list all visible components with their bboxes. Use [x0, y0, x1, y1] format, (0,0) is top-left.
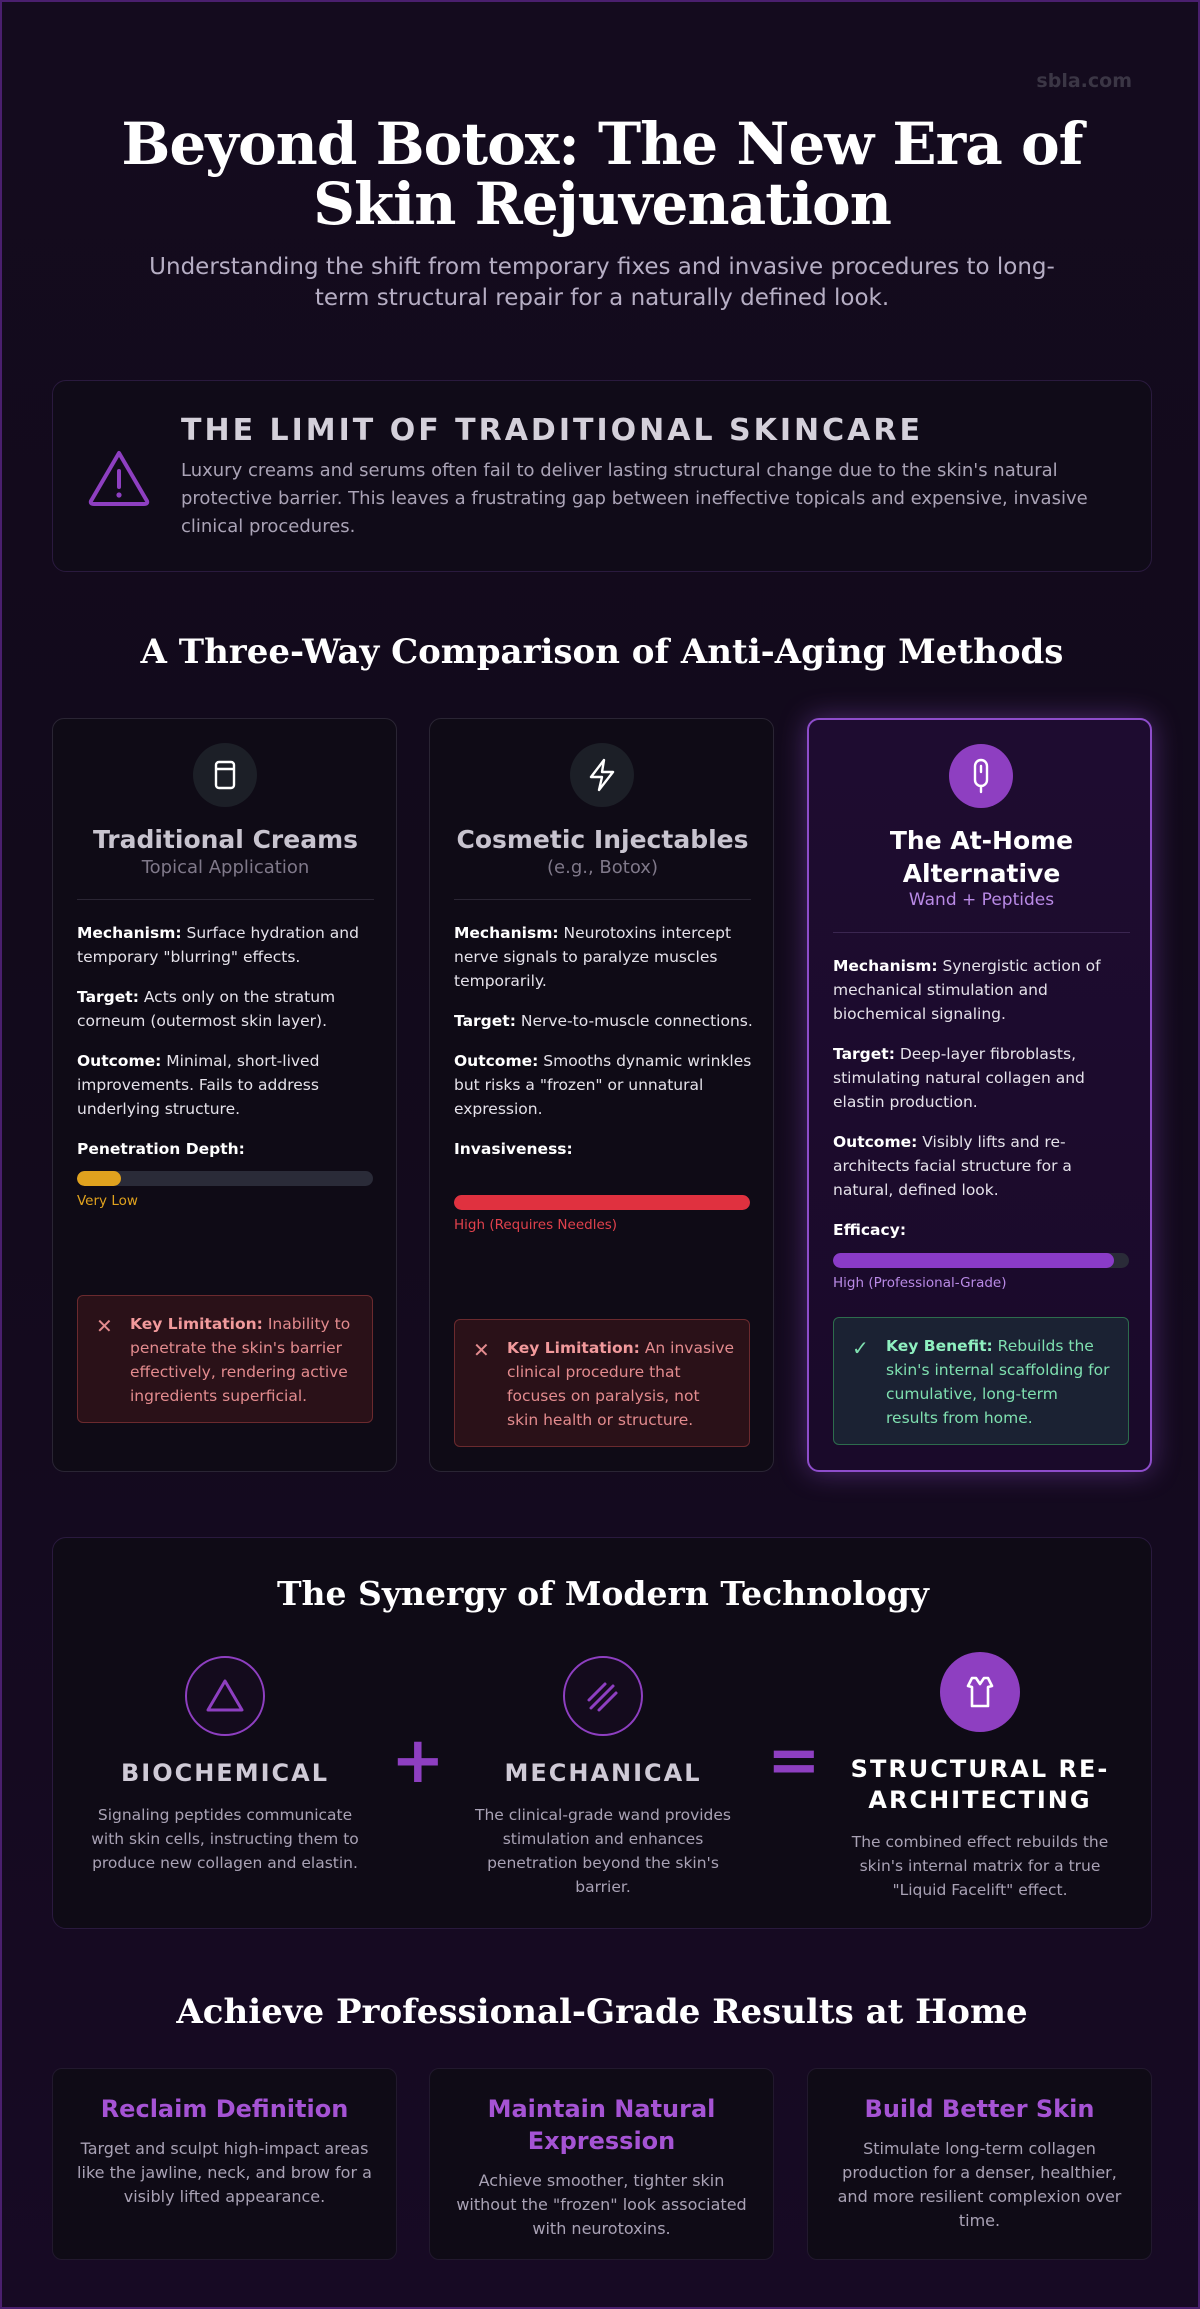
meter-fill — [833, 1253, 1114, 1268]
synergy-text: The combined effect rebuilds the skin's internal matrix for a true "Liquid Facelift" effect. — [851, 1833, 1109, 1899]
synergy-panel — [52, 1537, 1152, 1929]
note-label: Key Limitation: — [130, 1315, 263, 1333]
synergy-text: Signaling peptides communicate with skin cells, instructing them to produce new collagen and elastin. — [91, 1806, 359, 1872]
card-title: Traditional Creams — [92, 825, 359, 854]
note-text: Inability to penetrate the skin's barrier effectively, rendering active ingredients superficial. — [130, 1315, 351, 1405]
close-x-icon: ✕ — [96, 1314, 113, 1338]
outcome-text: Smooths dynamic wrinkles but risks a "frozen" or unnatural expression. — [454, 1052, 752, 1118]
card-title: Cosmetic Injectables — [456, 825, 749, 854]
card-divider — [833, 932, 1130, 933]
result-card — [52, 2068, 397, 2260]
synergy-text: The clinical-grade wand provides stimulation and enhances penetration beyond the skin's barrier. — [475, 1806, 731, 1896]
result-text: Achieve smoother, tighter skin without the "frozen" look associated with neurotoxins. — [456, 2171, 747, 2238]
synergy-mechanical — [468, 1656, 738, 1899]
comparison-title: A Three-Way Comparison of Anti-Aging Methods — [140, 632, 1064, 672]
mechanism-label: Mechanism: — [454, 924, 559, 942]
key-limitation-note — [77, 1295, 373, 1423]
target-label: Target: — [77, 988, 139, 1006]
plus-operator: + — [391, 1724, 445, 1798]
result-title: Reclaim Definition — [100, 2095, 349, 2123]
outcome-text: Minimal, short-lived improvements. Fails to address underlying structure. — [77, 1052, 320, 1118]
cream-jar-icon — [193, 743, 257, 807]
target-text: Deep-layer fibroblasts, stimulating natural collagen and elastin production. — [833, 1045, 1085, 1111]
outcome-label: Outcome: — [454, 1052, 539, 1070]
note-text: Rebuilds the skin's internal scaffolding for cumulative, long-term results from home. — [886, 1337, 1110, 1427]
result-card — [429, 2068, 774, 2260]
meter-label: Penetration Depth: — [77, 1140, 245, 1158]
page-subtitle: Understanding the shift from temporary fixes and invasive procedures to long-term structural repair for a naturally defined look. — [149, 254, 1055, 311]
wand-device-icon — [949, 744, 1013, 808]
target-label: Target: — [454, 1012, 516, 1030]
efficacy-meter — [833, 1253, 1129, 1268]
target-text: Acts only on the stratum corneum (outermost skin layer). — [77, 988, 336, 1030]
card-divider — [77, 899, 374, 900]
meter-caption: High (Professional-Grade) — [833, 1275, 1007, 1291]
note-text: An invasive clinical procedure that focuses on paralysis, not skin health or structure. — [507, 1339, 735, 1429]
mechanism-text: Neurotoxins intercept nerve signals to paralyze muscles temporarily. — [454, 924, 732, 990]
mechanism-text: Surface hydration and temporary "blurring" effects. — [77, 924, 359, 966]
card-body — [77, 921, 377, 1161]
result-card — [807, 2068, 1152, 2260]
comparison-card-creams — [52, 718, 397, 1472]
wand-lines-icon — [563, 1656, 643, 1736]
watermark: sbla.com — [1036, 70, 1132, 92]
target-text: Nerve-to-muscle connections. — [520, 1012, 753, 1030]
limit-text: Luxury creams and serums often fail to deliver lasting structural change due to the skin's natural protective barrier. This leaves a frustrating gap between ineffective topicals and expensive, invasive clinical procedures. — [181, 460, 1088, 537]
synergy-heading: STRUCTURAL RE-ARCHITECTING — [850, 1755, 1110, 1814]
results-title: Achieve Professional-Grade Results at Home — [176, 1992, 1028, 2032]
result-title: Maintain Natural Expression — [487, 2095, 716, 2155]
outcome-text: Visibly lifts and re-architects facial structure for a natural, defined look. — [833, 1133, 1072, 1199]
card-body — [454, 921, 754, 1161]
target-label: Target: — [833, 1045, 895, 1063]
mechanism-label: Mechanism: — [833, 957, 938, 975]
checkmark-icon: ✓ — [852, 1336, 869, 1360]
limit-title: THE LIMIT OF TRADITIONAL SKINCARE — [181, 413, 923, 448]
outcome-label: Outcome: — [833, 1133, 918, 1151]
result-title: Build Better Skin — [864, 2095, 1095, 2123]
card-subtitle: Topical Application — [141, 857, 310, 878]
synergy-heading: MECHANICAL — [504, 1759, 702, 1787]
mechanism-text: Synergistic action of mechanical stimulation and biochemical signaling. — [833, 957, 1101, 1023]
meter-label: Efficacy: — [833, 1221, 907, 1239]
close-x-icon: ✕ — [473, 1338, 490, 1362]
synergy-title: The Synergy of Modern Technology — [277, 1574, 929, 1613]
lightning-bolt-icon — [570, 743, 634, 807]
meter-fill — [454, 1195, 750, 1210]
card-title: The At-Home Alternative — [889, 826, 1074, 888]
page-title: Beyond Botox: The New Era of Skin Rejuvenation — [121, 110, 1083, 238]
meter-caption: Very Low — [77, 1193, 138, 1209]
note-label: Key Benefit: — [886, 1337, 993, 1355]
card-body — [833, 954, 1133, 1242]
shirt-structure-icon — [940, 1652, 1020, 1732]
meter-caption: High (Requires Needles) — [454, 1217, 618, 1233]
invasiveness-meter — [454, 1195, 750, 1210]
card-divider — [454, 899, 751, 900]
penetration-meter — [77, 1171, 373, 1186]
meter-fill — [77, 1171, 121, 1186]
key-benefit-note — [833, 1317, 1129, 1445]
synergy-biochemical — [90, 1656, 360, 1875]
card-subtitle: (e.g., Botox) — [547, 857, 658, 878]
warning-triangle-icon — [87, 449, 151, 507]
key-limitation-note — [454, 1319, 750, 1447]
card-subtitle: Wand + Peptides — [908, 890, 1055, 910]
note-label: Key Limitation: — [507, 1339, 640, 1357]
synergy-heading: BIOCHEMICAL — [120, 1759, 329, 1787]
equals-operator: = — [767, 1724, 821, 1798]
synergy-structural — [845, 1652, 1115, 1902]
mechanism-label: Mechanism: — [77, 924, 182, 942]
triangle-molecule-icon — [185, 1656, 265, 1736]
meter-label: Invasiveness: — [454, 1140, 573, 1158]
comparison-card-injectables — [429, 718, 774, 1472]
result-text: Stimulate long-term collagen production for a denser, healthier, and more resilient complexion over time. — [837, 2139, 1122, 2230]
outcome-label: Outcome: — [77, 1052, 162, 1070]
result-text: Target and sculpt high-impact areas like the jawline, neck, and brow for a visibly lifted appearance. — [77, 2139, 372, 2206]
limit-banner — [52, 380, 1152, 572]
comparison-card-at-home — [807, 718, 1152, 1472]
